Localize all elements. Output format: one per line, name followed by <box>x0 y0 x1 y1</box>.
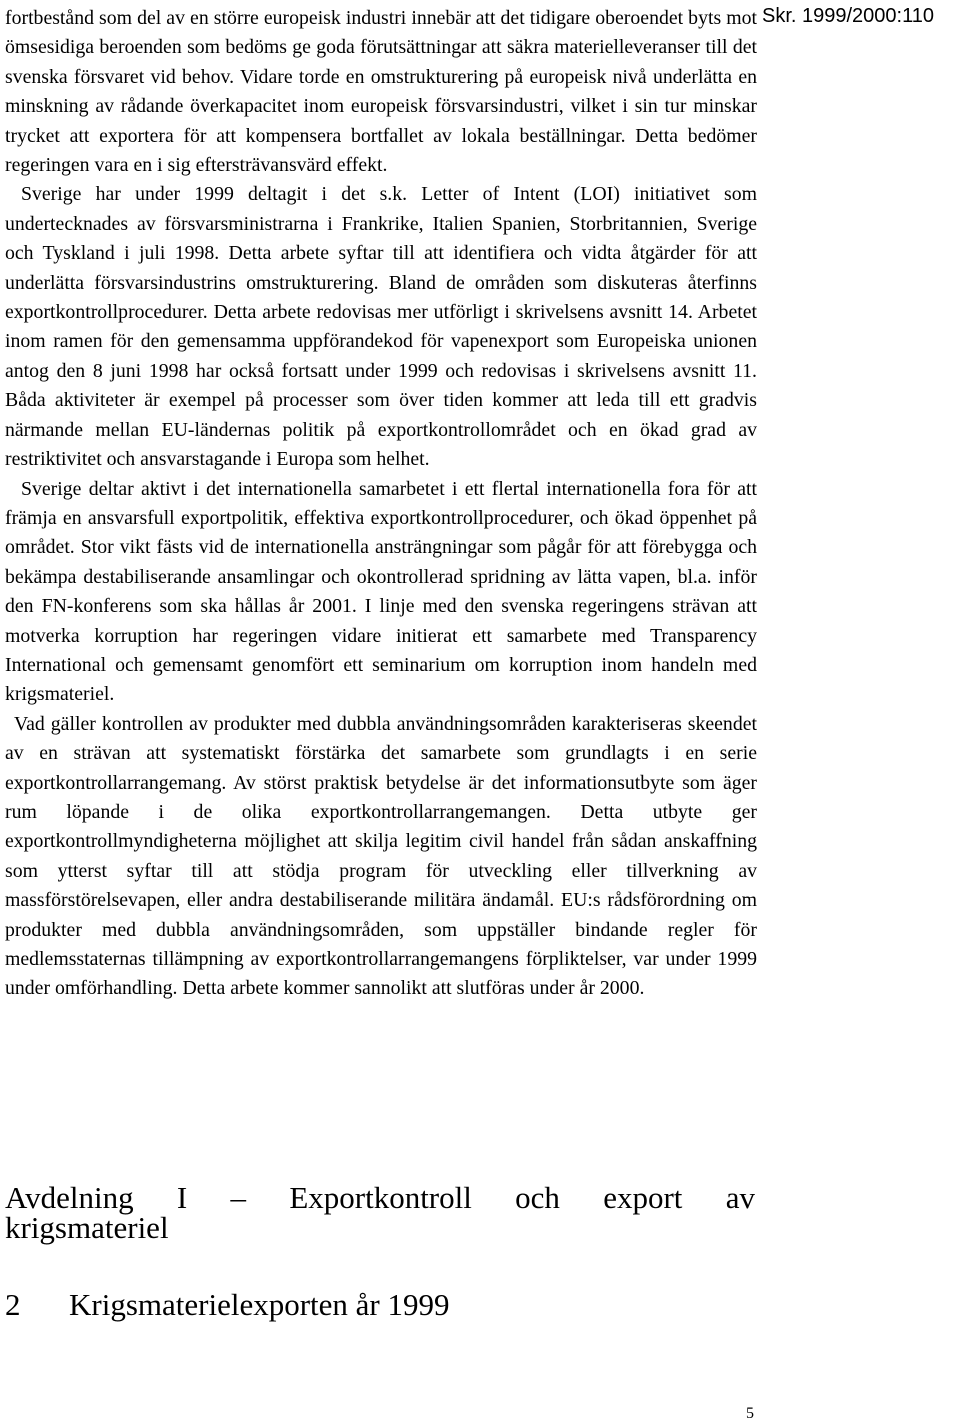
chapter-title: Krigsmaterielexporten år 1999 <box>69 1287 450 1322</box>
body-text <box>5 4 757 1004</box>
paragraph: Sverige deltar aktivt i det internationella samarbetet i ett flertal internationella fora för att främja en ansvarsfull exportpolitik, effektiva exportkontrollprocedurer, och ökad öppenhet på området. Stor vikt fästs vid de internationella ansträngningar som pågår för att förebygga och bekämpa destabiliserande ansamlingar och okontrollerad spridning av lätta vapen, bl.a. inför den FN-konferens som ska hållas år 2001. I linje med den svenska regeringens strävan att motverka korruption har regeringen vidare initierat ett samarbete med Transparency International och gemensamt genomfört ett seminarium om korruption inom handeln med krigsmateriel. <box>5 477 757 706</box>
page-number: 5 <box>746 1405 754 1422</box>
paragraph: Vad gäller kontrollen av produkter med dubbla användningsområden karakteriseras skeendet av en strävan att systematiskt förstärka det samarbete som grundlagts i en serie exportkontrollarrangemang. Av störst praktisk betydelse är det informationsutbyte som äger rum löpande i de olika exportkontrollarrangemangen. Detta utbyte ger exportkontrollmyndigheterna möjlighet att skilja legitim civil handel från sådan anskaffning som ytterst syftar till att stödja program för utveckling eller tillverkning av massförstörelsevapen, eller andra destabiliserande militära ändamål. EU:s rådsförordning om produkter med dubbla användningsområden, som uppställer bindande regler för medlemsstaternas tillämpning av exportkontrollarrangemangens förpliktelser, var under 1999 under omförhandling. Detta arbete kommer sannolikt att slutföras under år 2000. <box>5 712 757 1000</box>
chapter-heading <box>5 1287 449 1323</box>
section-heading: Avdelning I – Exportkontroll och export av krigsmateriel <box>5 1180 755 1245</box>
paragraph: Sverige har under 1999 deltagit i det s.k. Letter of Intent (LOI) initiativet som undertecknades av försvarsministrarna i Frankrike, Italien Spanien, Storbritannien, Sverige och Tyskland i juli 1998. Detta arbete syftar till att identifiera och vidta åtgärder för att underlätta försvarsindustrins omstrukturering. Bland de områden som diskuteras återfinns exportkontrollprocedurer. Detta arbete redovisas mer utförligt i skrivelsens avsnitt 14. Arbetet inom ramen för den gemensamma uppförandekod för vapenexport som Europeiska unionen antog den 8 juni 1998 har också fortsatt under 1999 och redovisas i skrivelsens avsnitt 11. Båda aktiviteter är exempel på processer som över tiden kommer att leda till ett gradvis närmande mellan EU-ländernas politik på exportkontrollområdet och en ökad grad av restriktivitet och ansvarstagande i Europa som helhet. <box>5 183 757 471</box>
document-reference: Skr. 1999/2000:110 <box>762 5 934 27</box>
chapter-number: 2 <box>5 1287 21 1322</box>
paragraph: fortbestånd som del av en större europeisk industri innebär att det tidigare oberoendet byts mot ömsesidiga beroenden som bedöms ge goda förutsättningar att säkra materielleveranser till det svenska försvaret vid behov. Vidare torde en omstrukturering på europeisk nivå underlätta en minskning av rådande överkapacitet inom europeisk försvarsindustri, vilket i sin tur minskar trycket att exportera för att kompensera bortfallet av lokala beställningar. Detta bedömer regeringen vara en i sig eftersträvansvärd effekt. <box>5 7 757 177</box>
